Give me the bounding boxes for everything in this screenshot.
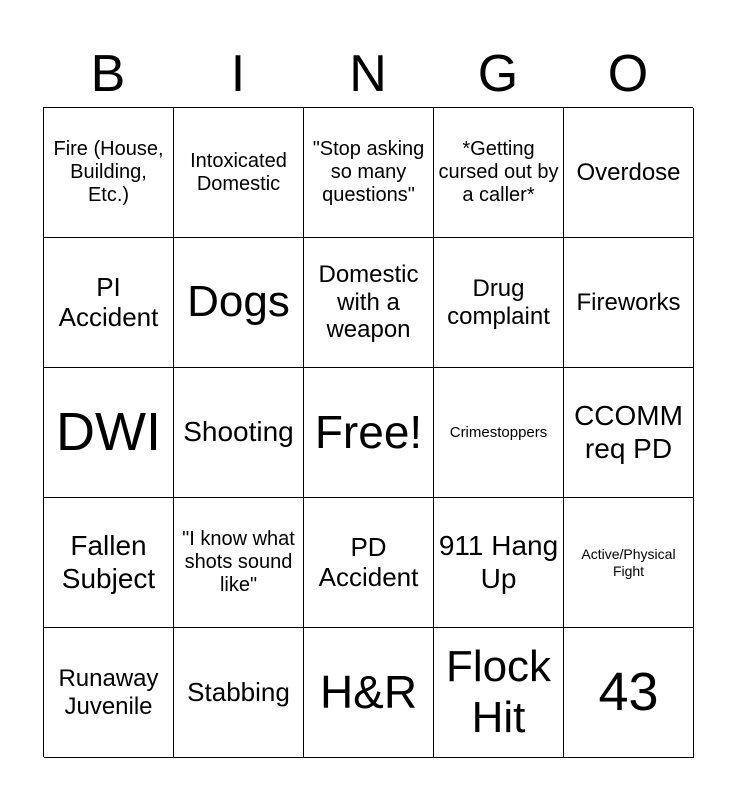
bingo-cell-pd-accident[interactable] [304, 498, 434, 628]
cell-label: DWI [56, 402, 161, 463]
cell-label: Domestic with a weapon [318, 261, 419, 344]
bingo-cell-h-and-r[interactable] [304, 628, 434, 758]
bingo-cell-fire[interactable] [44, 108, 174, 238]
cell-label: Fallen Subject [61, 530, 156, 594]
cell-label: *Getting cursed out by a caller* [438, 138, 559, 206]
bingo-cell-ccomm-req-pd[interactable] [564, 368, 694, 498]
bingo-cell-pi-accident[interactable] [44, 238, 174, 368]
bingo-cell-drug-complaint[interactable] [434, 238, 564, 368]
bingo-cell-shots-sound-like[interactable] [174, 498, 304, 628]
cell-label: Dogs [187, 277, 290, 327]
header-letter-n: N [349, 45, 387, 103]
bingo-cell-active-physical-fight[interactable] [564, 498, 694, 628]
bingo-cell-domestic-with-weapon[interactable] [304, 238, 434, 368]
cell-label: Fireworks [576, 288, 681, 316]
bingo-cell-flock-hit[interactable] [434, 628, 564, 758]
header-letter-i: I [230, 45, 246, 103]
cell-label: Fire (House, Building, Etc.) [53, 138, 164, 206]
cell-label: Crimestoppers [449, 423, 548, 441]
cell-label: Active/Physical Fight [581, 546, 676, 579]
bingo-cell-stabbing[interactable] [174, 628, 304, 758]
cell-label: PI Accident [58, 271, 159, 332]
cell-label: PD Accident [318, 531, 419, 592]
header-letter-g: G [477, 45, 519, 103]
cell-label: Overdose [576, 158, 681, 186]
bingo-cell-dwi[interactable] [44, 368, 174, 498]
bingo-cell-911-hang-up[interactable] [434, 498, 564, 628]
cell-label: Shooting [183, 416, 294, 448]
cell-label: Flock Hit [445, 641, 552, 742]
bingo-cell-fallen-subject[interactable] [44, 498, 174, 628]
bingo-cell-overdose[interactable] [564, 108, 694, 238]
cell-label: Stabbing [187, 676, 290, 707]
cell-label: "I know what shots sound like" [182, 528, 295, 596]
bingo-cell-fireworks[interactable] [564, 238, 694, 368]
bingo-cell-free-space[interactable] [304, 368, 434, 498]
cell-label: Runaway Juvenile [58, 664, 159, 720]
bingo-cell-dogs[interactable] [174, 238, 304, 368]
cell-label: 911 Hang Up [438, 530, 559, 594]
bingo-cell-intoxicated-domestic[interactable] [174, 108, 304, 238]
cell-label: Intoxicated Domestic [190, 149, 287, 195]
bingo-cell-stop-asking[interactable] [304, 108, 434, 238]
cell-label: H&R [319, 666, 418, 719]
bingo-cell-43[interactable] [564, 628, 694, 758]
bingo-cell-crimestoppers[interactable] [434, 368, 564, 498]
cell-label: Free! [314, 406, 423, 459]
cell-label: 43 [598, 662, 659, 723]
bingo-cell-runaway-juvenile[interactable] [44, 628, 174, 758]
cell-label: "Stop asking so many questions" [312, 138, 425, 206]
bingo-cell-shooting[interactable] [174, 368, 304, 498]
header-letter-b: B [90, 45, 126, 103]
cell-label: Drug complaint [447, 274, 550, 330]
bingo-grid [43, 107, 693, 757]
header-letter-o: O [607, 45, 649, 103]
cell-label: CCOMM req PD [574, 400, 683, 464]
bingo-cell-getting-cursed-out[interactable] [434, 108, 564, 238]
bingo-header [43, 40, 693, 108]
